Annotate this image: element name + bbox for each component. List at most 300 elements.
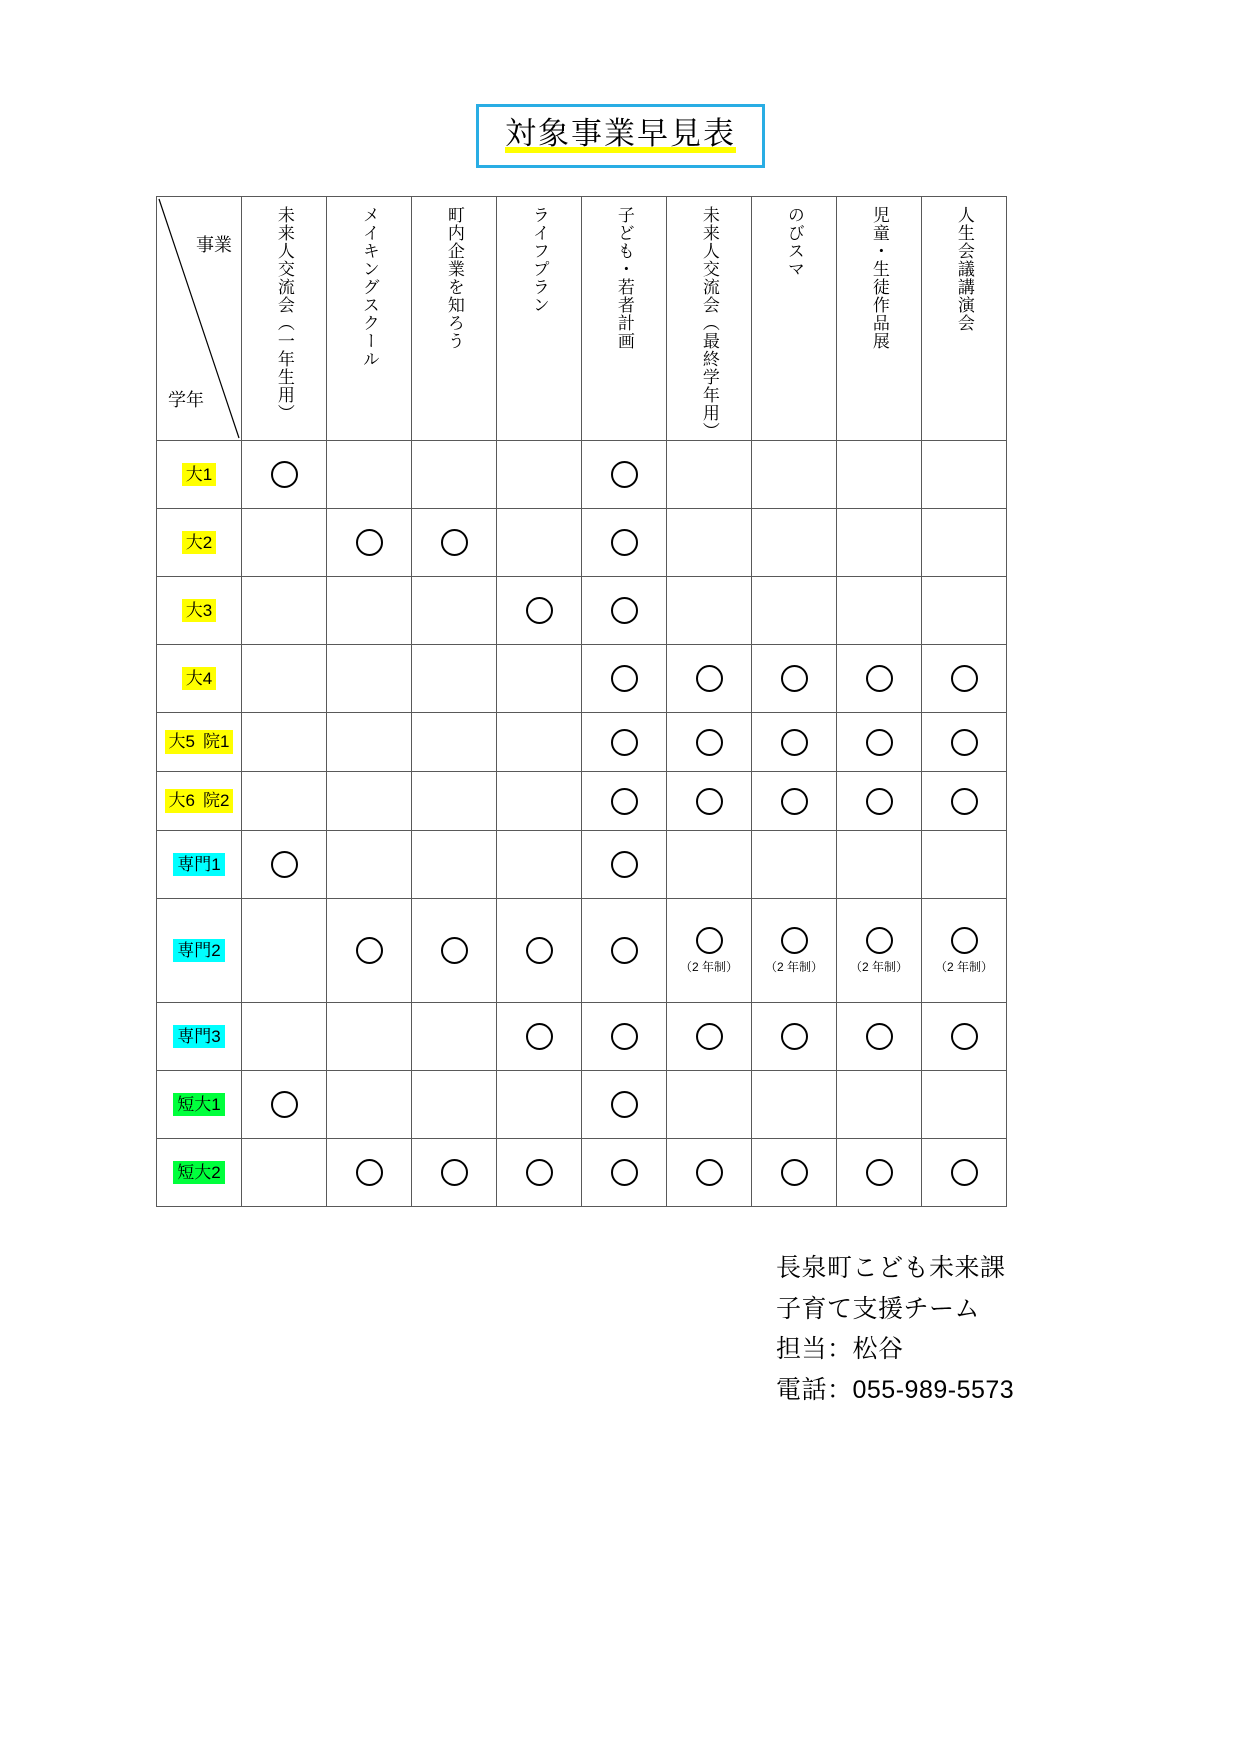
table-row (157, 441, 1007, 509)
matrix-cell (497, 1139, 582, 1207)
matrix-cell (837, 441, 922, 509)
row-label-chip: 大4 (182, 667, 216, 690)
circle-mark-icon (611, 729, 638, 756)
matrix-cell (837, 1071, 922, 1139)
eligibility-matrix (156, 196, 1007, 1207)
matrix-cell-content (412, 645, 496, 712)
matrix-cell-content (922, 772, 1006, 830)
matrix-cell (922, 772, 1007, 831)
circle-mark-icon (696, 927, 723, 954)
table-row (157, 772, 1007, 831)
matrix-cell (582, 899, 667, 1003)
matrix-cell (242, 645, 327, 713)
matrix-cell (242, 899, 327, 1003)
row-header-cell (157, 831, 242, 899)
circle-mark-icon (611, 851, 638, 878)
row-label-chip: 大5 (165, 730, 199, 753)
matrix-cell (412, 645, 497, 713)
column-header-label: メイキングスクール (359, 206, 379, 368)
matrix-cell (327, 1139, 412, 1207)
matrix-cell-content (582, 772, 666, 830)
matrix-cell (837, 899, 922, 1003)
corner-column-label: 事業 (196, 235, 232, 255)
matrix-cell (837, 713, 922, 772)
row-header-cell (157, 772, 242, 831)
matrix-cell (582, 831, 667, 899)
cell-note: （2 年制） (934, 959, 993, 974)
matrix-cell-content (327, 772, 411, 830)
matrix-cell (412, 1003, 497, 1071)
matrix-cell (327, 831, 412, 899)
column-header-4 (497, 197, 582, 441)
matrix-cell (242, 772, 327, 831)
row-label-chip: 大2 (182, 531, 216, 554)
matrix-cell (837, 1139, 922, 1207)
matrix-cell-content (412, 509, 496, 576)
matrix-cell-content (922, 899, 1006, 1002)
matrix-cell (667, 1003, 752, 1071)
matrix-cell-content (667, 441, 751, 508)
circle-mark-icon (866, 665, 893, 692)
matrix-cell (752, 713, 837, 772)
column-header-9 (922, 197, 1007, 441)
column-header-label: ライフプラン (529, 206, 549, 314)
matrix-cell-content (327, 1003, 411, 1070)
footer-team: 子育て支援チーム (776, 1294, 981, 1323)
matrix-cell-content (412, 1139, 496, 1206)
matrix-cell (327, 1003, 412, 1071)
cell-note: （2 年制） (679, 959, 738, 974)
row-label-chip: 短大1 (173, 1093, 224, 1116)
matrix-cell (412, 509, 497, 577)
matrix-cell-content (327, 1071, 411, 1138)
circle-mark-icon (951, 1023, 978, 1050)
matrix-cell-content (582, 441, 666, 508)
matrix-cell-content (667, 509, 751, 576)
matrix-cell (497, 1003, 582, 1071)
column-header-6 (667, 197, 752, 441)
matrix-cell-content (582, 899, 666, 1002)
matrix-cell (922, 509, 1007, 577)
circle-mark-icon (611, 1159, 638, 1186)
matrix-cell-content (582, 645, 666, 712)
matrix-cell (922, 441, 1007, 509)
matrix-cell (837, 577, 922, 645)
matrix-cell-content (412, 441, 496, 508)
matrix-cell (922, 577, 1007, 645)
column-header-label: 児童・生徒作品展 (869, 206, 889, 350)
matrix-cell (667, 899, 752, 1003)
matrix-cell-content (837, 772, 921, 830)
footer-phone: 電話：055-989-5573 (776, 1375, 1015, 1404)
matrix-cell-content (837, 831, 921, 898)
matrix-cell (667, 713, 752, 772)
matrix-cell (497, 1071, 582, 1139)
matrix-cell (582, 1071, 667, 1139)
matrix-cell-content (922, 1071, 1006, 1138)
matrix-cell-content (922, 509, 1006, 576)
row-label-chip: 院2 (199, 789, 233, 812)
table-row (157, 509, 1007, 577)
row-header-cell (157, 899, 242, 1003)
row-label-chip: 短大2 (173, 1161, 224, 1184)
table-row (157, 1139, 1007, 1207)
matrix-cell-content (242, 831, 326, 898)
circle-mark-icon (611, 597, 638, 624)
corner-row-label: 学年 (168, 390, 204, 410)
matrix-cell (582, 645, 667, 713)
circle-mark-icon (951, 1159, 978, 1186)
footer-department: 長泉町こども未来課 (776, 1254, 1006, 1282)
circle-mark-icon (526, 937, 553, 964)
matrix-cell-content (412, 1003, 496, 1070)
circle-mark-icon (356, 937, 383, 964)
matrix-cell (242, 509, 327, 577)
matrix-cell-content (667, 645, 751, 712)
matrix-cell-content (837, 899, 921, 1002)
matrix-cell (582, 713, 667, 772)
circle-mark-icon (781, 1023, 808, 1050)
matrix-cell-content (497, 772, 581, 830)
matrix-cell-content (327, 509, 411, 576)
matrix-cell-content (412, 1071, 496, 1138)
matrix-cell-content (497, 577, 581, 644)
matrix-cell-content (752, 1139, 836, 1206)
matrix-cell-content (752, 1003, 836, 1070)
row-header-cell (157, 1003, 242, 1071)
circle-mark-icon (611, 1023, 638, 1050)
matrix-cell-content (922, 645, 1006, 712)
matrix-cell (922, 1003, 1007, 1071)
matrix-cell (667, 1071, 752, 1139)
matrix-cell (412, 713, 497, 772)
matrix-cell-content (327, 899, 411, 1002)
matrix-cell-content (497, 899, 581, 1002)
circle-mark-icon (526, 1159, 553, 1186)
matrix-cell-content (667, 1139, 751, 1206)
table-row (157, 1003, 1007, 1071)
matrix-cell-content (242, 577, 326, 644)
matrix-cell-content (412, 713, 496, 771)
circle-mark-icon (866, 788, 893, 815)
matrix-cell-content (667, 831, 751, 898)
matrix-cell (242, 713, 327, 772)
matrix-cell (837, 772, 922, 831)
matrix-cell-content (837, 645, 921, 712)
column-header-label: 未来人交流会（最終学年用） (699, 206, 719, 440)
matrix-cell (412, 831, 497, 899)
matrix-cell (582, 577, 667, 645)
matrix-cell (327, 899, 412, 1003)
matrix-cell (497, 772, 582, 831)
matrix-cell (752, 1003, 837, 1071)
circle-mark-icon (781, 788, 808, 815)
matrix-cell-content (242, 772, 326, 830)
matrix-cell (497, 713, 582, 772)
row-header-cell (157, 577, 242, 645)
matrix-cell-content (497, 831, 581, 898)
matrix-cell (412, 772, 497, 831)
matrix-cell (922, 713, 1007, 772)
matrix-cell-content (752, 441, 836, 508)
matrix-cell (667, 1139, 752, 1207)
matrix-cell-content (922, 577, 1006, 644)
matrix-cell-content (837, 441, 921, 508)
matrix-cell (752, 1139, 837, 1207)
circle-mark-icon (611, 461, 638, 488)
matrix-cell-content (412, 577, 496, 644)
matrix-cell (752, 899, 837, 1003)
matrix-cell (497, 899, 582, 1003)
matrix-cell-content (242, 899, 326, 1002)
circle-mark-icon (696, 1023, 723, 1050)
row-label-chip: 専門2 (173, 939, 224, 962)
column-header-2 (327, 197, 412, 441)
circle-mark-icon (781, 665, 808, 692)
matrix-cell-content (752, 645, 836, 712)
matrix-cell-content (582, 1071, 666, 1138)
matrix-cell (242, 577, 327, 645)
matrix-cell (582, 509, 667, 577)
matrix-cell-content (837, 713, 921, 771)
matrix-cell-content (412, 899, 496, 1002)
row-label-chip: 大6 (165, 789, 199, 812)
matrix-cell (242, 441, 327, 509)
matrix-cell (497, 645, 582, 713)
cell-note: （2 年制） (764, 959, 823, 974)
matrix-cell-content (497, 645, 581, 712)
row-header-cell (157, 713, 242, 772)
matrix-cell-content (837, 1071, 921, 1138)
table-row (157, 577, 1007, 645)
matrix-cell-content (582, 831, 666, 898)
matrix-cell (327, 713, 412, 772)
row-label-chip: 院1 (199, 730, 233, 753)
matrix-cell-content (752, 509, 836, 576)
matrix-cell-content (497, 441, 581, 508)
circle-mark-icon (951, 729, 978, 756)
column-header-label: 人生会議講演会 (954, 206, 974, 332)
circle-mark-icon (866, 1159, 893, 1186)
circle-mark-icon (696, 729, 723, 756)
matrix-cell-content (837, 577, 921, 644)
table-body (157, 441, 1007, 1207)
matrix-cell-content (582, 1139, 666, 1206)
matrix-cell-content (837, 1003, 921, 1070)
matrix-cell-content (922, 831, 1006, 898)
matrix-cell-content (242, 1139, 326, 1206)
matrix-cell (752, 577, 837, 645)
matrix-cell-content (327, 645, 411, 712)
page-title: 対象事業早見表 (505, 117, 736, 153)
table-row (157, 713, 1007, 772)
matrix-cell (922, 645, 1007, 713)
matrix-cell-content (667, 1071, 751, 1138)
circle-mark-icon (781, 1159, 808, 1186)
circle-mark-icon (441, 937, 468, 964)
matrix-cell (837, 831, 922, 899)
matrix-cell (327, 1071, 412, 1139)
matrix-cell-content (582, 1003, 666, 1070)
matrix-cell-content (837, 1139, 921, 1206)
table-row (157, 645, 1007, 713)
circle-mark-icon (951, 788, 978, 815)
circle-mark-icon (696, 788, 723, 815)
matrix-cell-content (922, 441, 1006, 508)
matrix-cell (667, 441, 752, 509)
row-header-cell (157, 645, 242, 713)
matrix-cell-content (582, 577, 666, 644)
matrix-cell (582, 772, 667, 831)
column-header-label: 町内企業を知ろう (444, 206, 464, 350)
matrix-cell-content (412, 772, 496, 830)
matrix-cell-content (922, 713, 1006, 771)
matrix-cell (327, 772, 412, 831)
matrix-cell (412, 441, 497, 509)
circle-mark-icon (356, 1159, 383, 1186)
matrix-cell-content (752, 1071, 836, 1138)
matrix-cell (667, 509, 752, 577)
matrix-cell (412, 1139, 497, 1207)
circle-mark-icon (866, 1023, 893, 1050)
column-header-3 (412, 197, 497, 441)
column-header-label: 子ども・若者計画 (614, 206, 634, 350)
matrix-cell-content (327, 577, 411, 644)
matrix-cell (497, 577, 582, 645)
circle-mark-icon (441, 529, 468, 556)
matrix-table (156, 196, 1007, 1207)
circle-mark-icon (696, 665, 723, 692)
matrix-cell (667, 645, 752, 713)
matrix-cell-content (752, 831, 836, 898)
matrix-cell-content (922, 1003, 1006, 1070)
matrix-cell (497, 831, 582, 899)
matrix-cell-content (327, 441, 411, 508)
corner-header-cell (157, 197, 242, 441)
matrix-cell (752, 1071, 837, 1139)
circle-mark-icon (951, 665, 978, 692)
circle-mark-icon (611, 665, 638, 692)
column-header-1 (242, 197, 327, 441)
contact-footer (776, 1248, 1014, 1410)
matrix-cell (412, 577, 497, 645)
circle-mark-icon (611, 788, 638, 815)
matrix-cell-content (837, 509, 921, 576)
circle-mark-icon (866, 927, 893, 954)
circle-mark-icon (526, 597, 553, 624)
matrix-cell (582, 1139, 667, 1207)
matrix-cell (412, 1071, 497, 1139)
matrix-cell (922, 1071, 1007, 1139)
matrix-cell (922, 899, 1007, 1003)
row-label-chip: 専門3 (173, 1025, 224, 1048)
column-header-8 (837, 197, 922, 441)
matrix-cell (667, 772, 752, 831)
row-label-chip: 大1 (182, 463, 216, 486)
matrix-cell (667, 577, 752, 645)
circle-mark-icon (526, 1023, 553, 1050)
row-label-chip: 専門1 (173, 853, 224, 876)
row-header-cell (157, 509, 242, 577)
matrix-cell-content (242, 713, 326, 771)
table-row (157, 899, 1007, 1003)
matrix-cell (837, 1003, 922, 1071)
title-box (476, 104, 765, 168)
matrix-cell-content (242, 1003, 326, 1070)
matrix-cell (327, 577, 412, 645)
matrix-cell (582, 1003, 667, 1071)
matrix-cell (837, 509, 922, 577)
circle-mark-icon (781, 927, 808, 954)
matrix-cell-content (497, 509, 581, 576)
table-row (157, 1071, 1007, 1139)
circle-mark-icon (271, 851, 298, 878)
table-head (157, 197, 1007, 441)
row-header-cell (157, 1139, 242, 1207)
circle-mark-icon (356, 529, 383, 556)
column-header-label: のびスマ (784, 206, 804, 278)
matrix-cell (327, 509, 412, 577)
matrix-cell (242, 831, 327, 899)
matrix-cell-content (752, 713, 836, 771)
column-header-label: 未来人交流会（一年生用） (274, 206, 294, 422)
circle-mark-icon (951, 927, 978, 954)
circle-mark-icon (441, 1159, 468, 1186)
matrix-cell-content (497, 713, 581, 771)
footer-contact-person: 担当：松谷 (776, 1335, 904, 1363)
matrix-cell-content (582, 509, 666, 576)
circle-mark-icon (271, 1091, 298, 1118)
circle-mark-icon (781, 729, 808, 756)
matrix-cell (922, 831, 1007, 899)
matrix-cell (242, 1139, 327, 1207)
row-label-chip: 大3 (182, 599, 216, 622)
matrix-cell-content (667, 713, 751, 771)
matrix-cell-content (667, 577, 751, 644)
matrix-cell (412, 899, 497, 1003)
circle-mark-icon (611, 1091, 638, 1118)
matrix-cell-content (327, 831, 411, 898)
matrix-cell (752, 831, 837, 899)
matrix-cell (242, 1071, 327, 1139)
column-header-5 (582, 197, 667, 441)
matrix-cell-content (667, 1003, 751, 1070)
matrix-cell-content (667, 772, 751, 830)
matrix-cell (667, 831, 752, 899)
matrix-cell (837, 645, 922, 713)
matrix-cell-content (752, 772, 836, 830)
matrix-cell-content (497, 1139, 581, 1206)
matrix-cell-content (327, 713, 411, 771)
matrix-cell (752, 509, 837, 577)
cell-note: （2 年制） (849, 959, 908, 974)
circle-mark-icon (866, 729, 893, 756)
row-header-cell (157, 1071, 242, 1139)
matrix-cell-content (242, 645, 326, 712)
matrix-cell-content (922, 1139, 1006, 1206)
row-header-cell (157, 441, 242, 509)
matrix-cell (752, 645, 837, 713)
matrix-cell-content (752, 577, 836, 644)
matrix-cell (242, 1003, 327, 1071)
matrix-cell (752, 441, 837, 509)
circle-mark-icon (611, 937, 638, 964)
matrix-cell-content (582, 713, 666, 771)
matrix-cell (327, 645, 412, 713)
matrix-cell-content (242, 509, 326, 576)
matrix-cell (752, 772, 837, 831)
matrix-cell-content (497, 1003, 581, 1070)
